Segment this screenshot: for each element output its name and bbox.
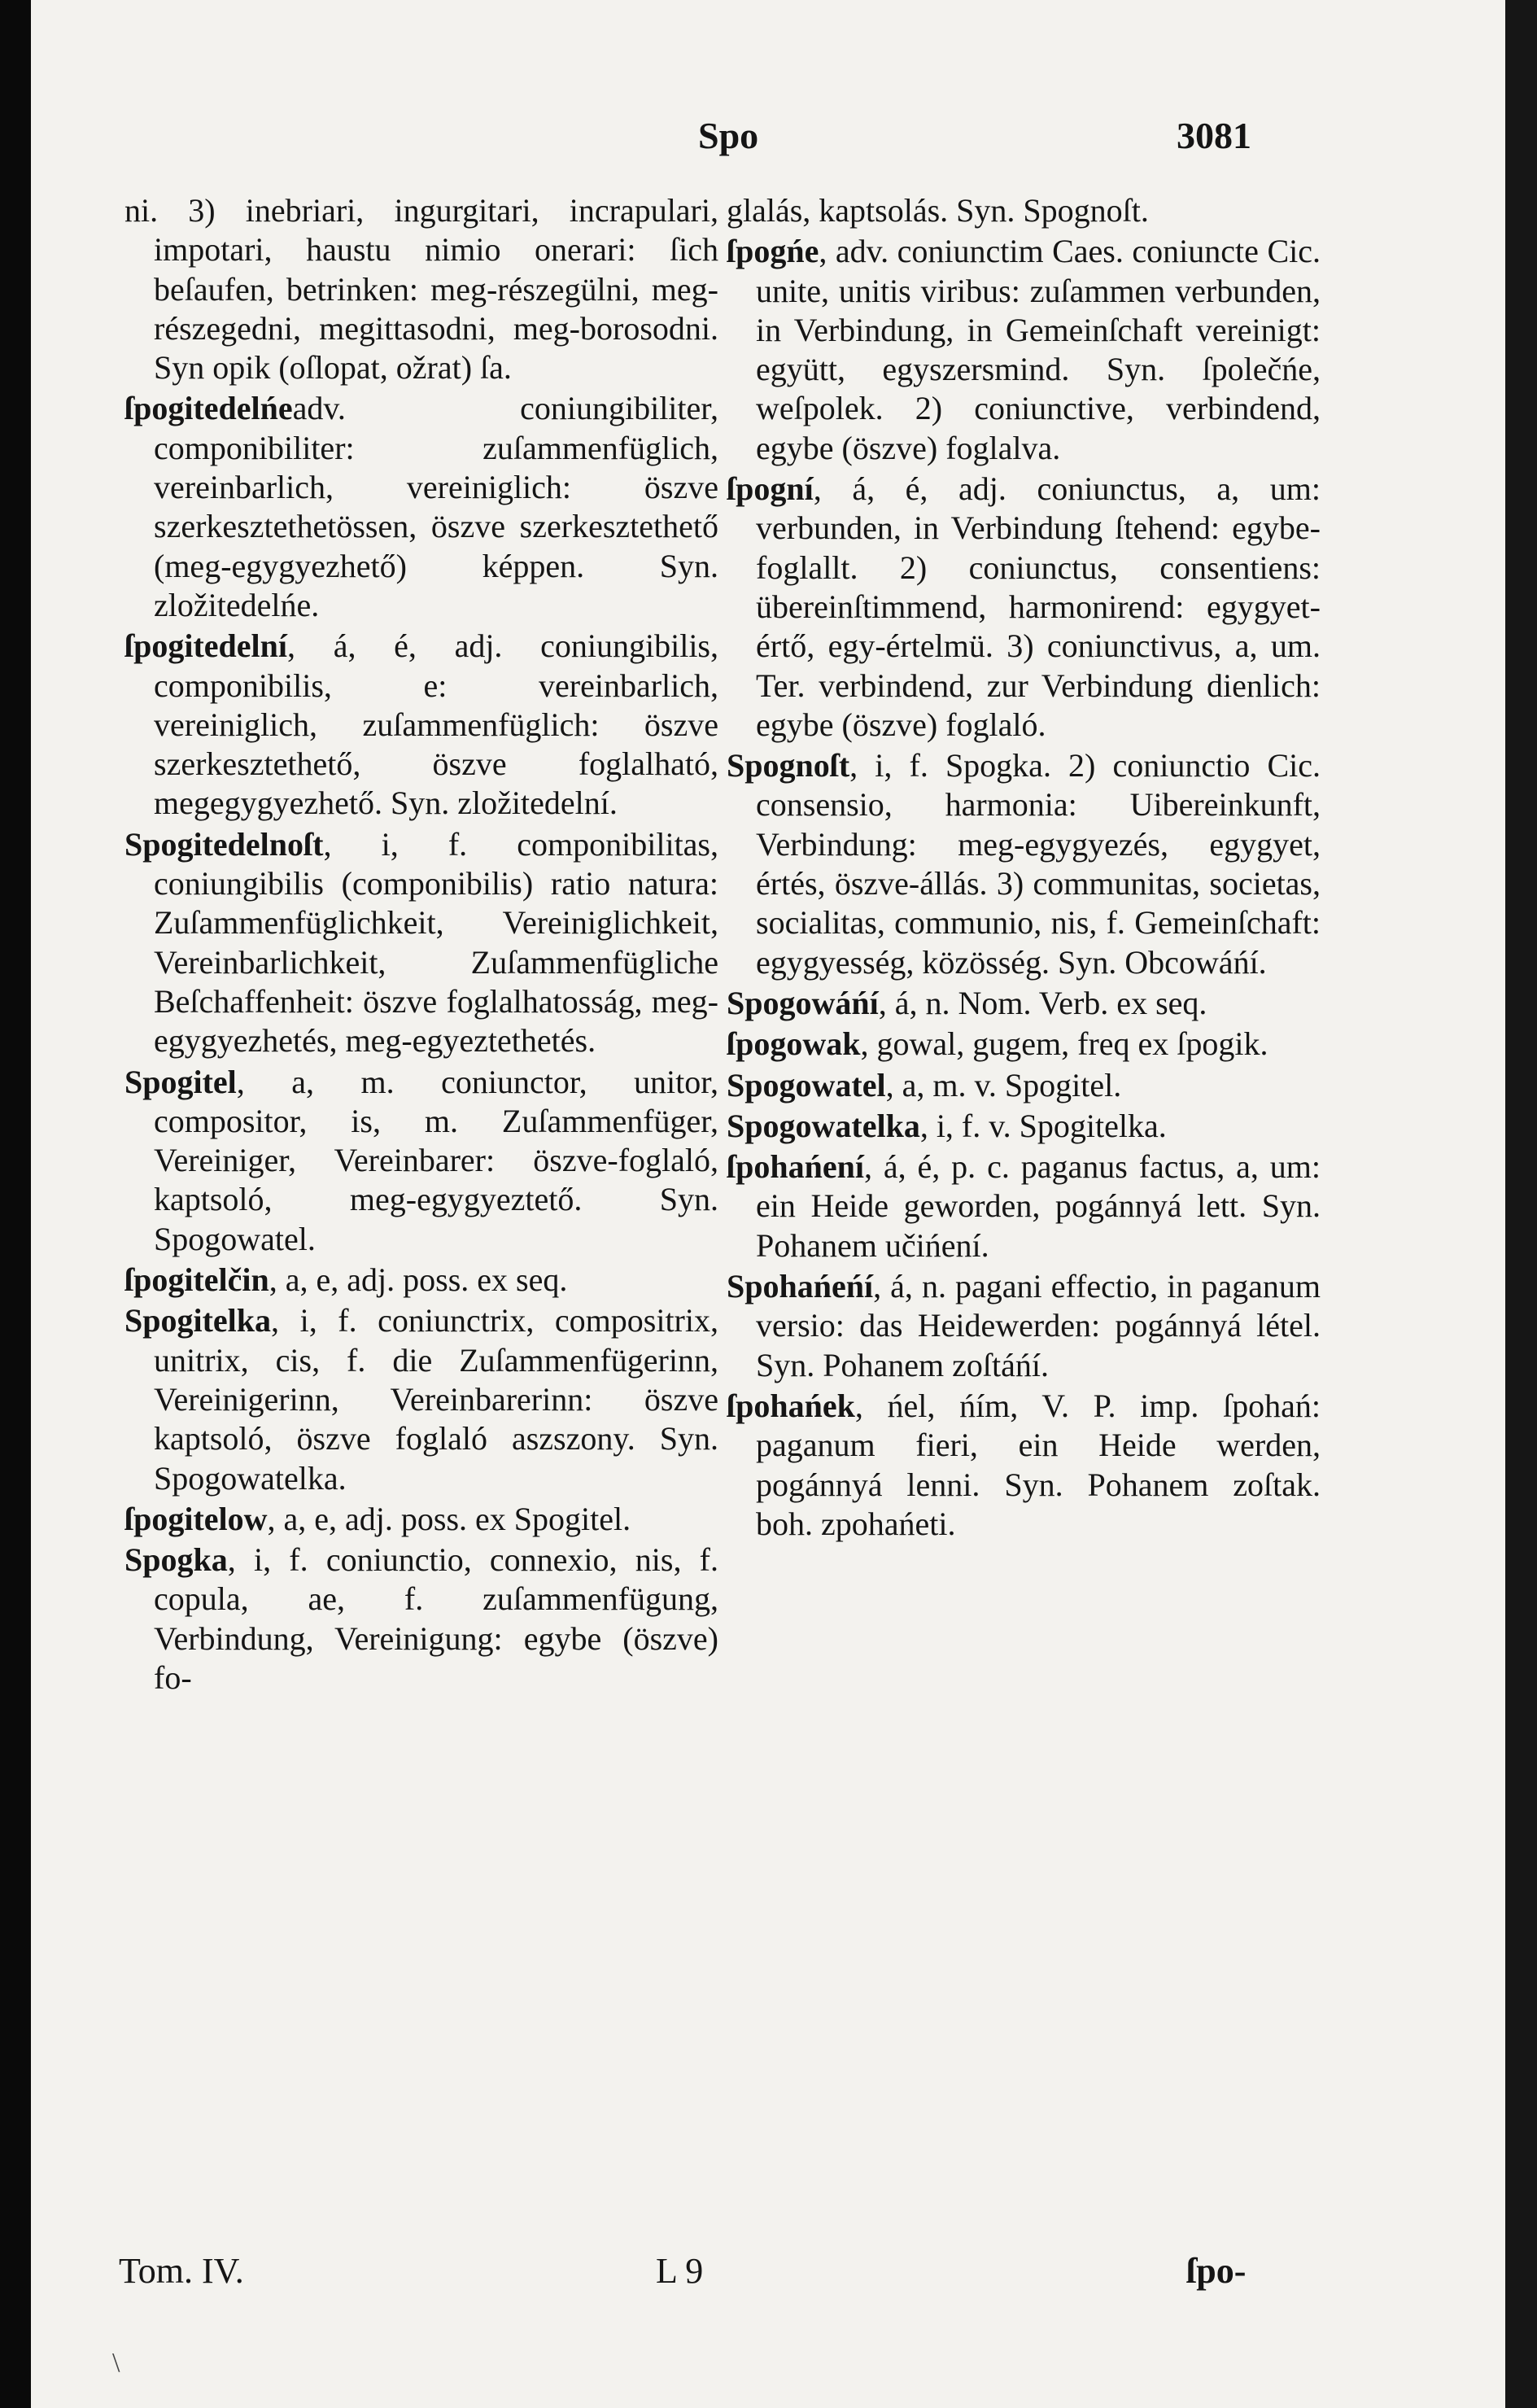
dictionary-entry [124, 191, 718, 387]
dictionary-entry [124, 1261, 718, 1300]
entry-definition: , á, é, p. c. paganus factus, a, um: ein Heide geworden, pogánnyá lett. Syn. Pohanem učińení. [756, 1148, 1321, 1264]
dictionary-entry [727, 746, 1321, 982]
entry-headword: Spohańeńí [727, 1268, 874, 1305]
dictionary-entry [727, 1387, 1321, 1544]
dictionary-entry [124, 1063, 718, 1259]
signature-mark: L 9 [656, 2251, 704, 2291]
entry-definition: , á, é, adj. coniunctus, a, um: verbunden, in Verbindung ſtehend: egybe-foglallt. 2) coniunctus, consentiens: übereinſtimmend, harmonirend: egygyet-értő, egy-értelmü. 3) coniunctivus, a, um. Ter. verbindend, zur Verbindung dienlich: egybe (öszve) foglaló. [756, 470, 1321, 743]
entry-headword: Spogitel [124, 1063, 237, 1100]
entry-definition: , ńel, ńím, V. P. imp. ſpohań: paganum fieri, ein Heide werden, pogánnyá lenni. Syn. Pohanem zoſtak. boh. zpohańeti. [756, 1387, 1321, 1542]
entry-definition: , a, m. coniunctor, unitor, compositor, is, m. Zuſammenfüger, Vereiniger, Vereinbarer: öszve-foglaló, kaptsoló, meg-egygyeztető. Syn. Spogowatel. [154, 1063, 718, 1257]
entry-definition: , i, f. Spogka. 2) coniunctio Cic. consensio, harmonia: Uibereinkunft, Verbindung: meg-egygyezés, egygyet, értés, öszve-állás. 3) communitas, societas, socialitas, communio, nis, f. Gemeinſchaft: egygyesség, közösség. Syn. Obcowáńí. [756, 747, 1321, 981]
entry-headword: ſpogńe [727, 233, 819, 270]
dictionary-entry [727, 1066, 1321, 1105]
entry-headword: ſpogitelčin [124, 1261, 269, 1299]
entry-definition: , i, f. v. Spogitelka. [919, 1107, 1167, 1144]
entry-definition: , i, f. coniunctrix, compositrix, unitrix, cis, f. die Zuſammenfügerinn, Vereinigerinn, Vereinbarerinn: öszve kaptsoló, öszve foglaló aszszony. Syn. Spogowatelka. [154, 1302, 718, 1497]
entry-definition: , gowal, gugem, freq ex ſpogik. [860, 1025, 1268, 1063]
page-footer [31, 2250, 1505, 2299]
entry-definition: ni. 3) inebriari, ingurgitari, incrapulari, impotari, haustu nimio onerari: ſich beſaufen, betrinken: meg-részegülni, meg-részegedni, megittasodni, meg-borosodni. Syn opik (oſlopat, ožrat) ſa. [124, 192, 718, 387]
page-header [31, 114, 1505, 171]
dictionary-entry [124, 1500, 718, 1539]
dictionary-entry [727, 1025, 1321, 1064]
entry-headword: Spogowatelka [727, 1107, 920, 1144]
dictionary-entry [727, 1147, 1321, 1265]
dictionary-entry [124, 825, 718, 1061]
entry-headword: Spogowatel [727, 1066, 886, 1103]
entry-headword: ſpogitedelńe [124, 390, 293, 427]
entry-headword: ſpogowak [727, 1025, 861, 1063]
entry-definition: , adv. coniunctim Caes. coniuncte Cic. unite, unitis viribus: zuſammen verbunden, in Verbindung, in Gemeinſchaft vereinigt: együtt, egyszersmind. Syn. ſpolečńe, weſpolek. 2) coniunctive, verbindend, egybe (öszve) foglalva. [756, 233, 1321, 466]
entry-headword: ſpohańek [727, 1387, 855, 1424]
dictionary-entry [124, 627, 718, 823]
entry-definition: , á, é, adj. coniungibilis, componibilis, e: vereinbarlich, vereiniglich, zuſammenfüglich: öszve szerkesztethető, öszve foglalható, megegygyezhető. Syn. zložitedelní. [154, 627, 718, 822]
dictionary-entry [727, 191, 1321, 230]
right-column [727, 191, 1321, 1545]
scan-border-left [0, 0, 31, 2408]
entry-definition: , á, n. pagani effectio, in paganum versio: das Heidewerden: pogánnyá létel. Syn. Pohanem zoſtáńí. [756, 1268, 1321, 1383]
entry-definition: , a, e, adj. poss. ex seq. [269, 1261, 568, 1299]
entry-headword: Spogitedelnoſt [124, 825, 324, 863]
running-head: Spo [698, 115, 759, 156]
entry-headword: ſpogní [727, 470, 814, 508]
entry-definition: glalás, kaptsolás. Syn. Spognoſt. [727, 192, 1149, 229]
entry-headword: Spognoſt [727, 747, 850, 784]
entry-headword: Spogowáńí [727, 984, 879, 1021]
dictionary-entry [727, 1267, 1321, 1385]
dictionary-entry [124, 1541, 718, 1698]
volume-label: Tom. IV. [119, 2251, 244, 2291]
catchword: ſpo- [1186, 2251, 1247, 2291]
entry-definition: , i, f. componibilitas, coniungibilis (componibilis) ratio natura: Zuſammenfüglichkeit, Vereiniglichkeit, Vereinbarlichkeit, Zuſammenfügliche Beſchaffenheit: öszve foglalhatosság, meg-egygyezhetés, meg-egyeztethetés. [154, 825, 718, 1060]
entry-definition: adv. coniungibiliter, componibiliter: zuſammenfüglich, vereinbarlich, vereiniglich: öszve szerkesztethetössen, öszve szerkesztethető (meg-egygyezhető) képpen. Syn. zložitedelńe. [154, 390, 718, 623]
entry-definition: , i, f. coniunctio, connexio, nis, f. copula, ae, f. zuſammenfügung, Verbindung, Vereinigung: egybe (öszve) fo- [154, 1541, 718, 1696]
left-column [124, 191, 718, 1699]
entry-headword: ſpogitedelní [124, 627, 288, 665]
dictionary-entry [727, 1107, 1321, 1146]
dictionary-entry [727, 984, 1321, 1023]
entry-definition: , á, n. Nom. Verb. ex seq. [878, 984, 1207, 1021]
dictionary-entry [727, 470, 1321, 745]
entry-headword: ſpohańení [727, 1148, 864, 1186]
entry-definition: , a, e, adj. poss. ex Spogitel. [267, 1500, 631, 1537]
dictionary-entry [727, 232, 1321, 468]
dictionary-page [31, 0, 1505, 2408]
entry-headword: Spogka [124, 1541, 228, 1579]
margin-mark: \ [112, 2348, 120, 2378]
entry-headword: Spogitelka [124, 1302, 272, 1339]
page-number: 3081 [1177, 115, 1251, 156]
dictionary-entry [124, 389, 718, 625]
scan-border-right [1505, 0, 1537, 2408]
entry-headword: ſpogitelow [124, 1500, 268, 1537]
dictionary-entry [124, 1301, 718, 1497]
entry-definition: , a, m. v. Spogitel. [885, 1066, 1122, 1103]
